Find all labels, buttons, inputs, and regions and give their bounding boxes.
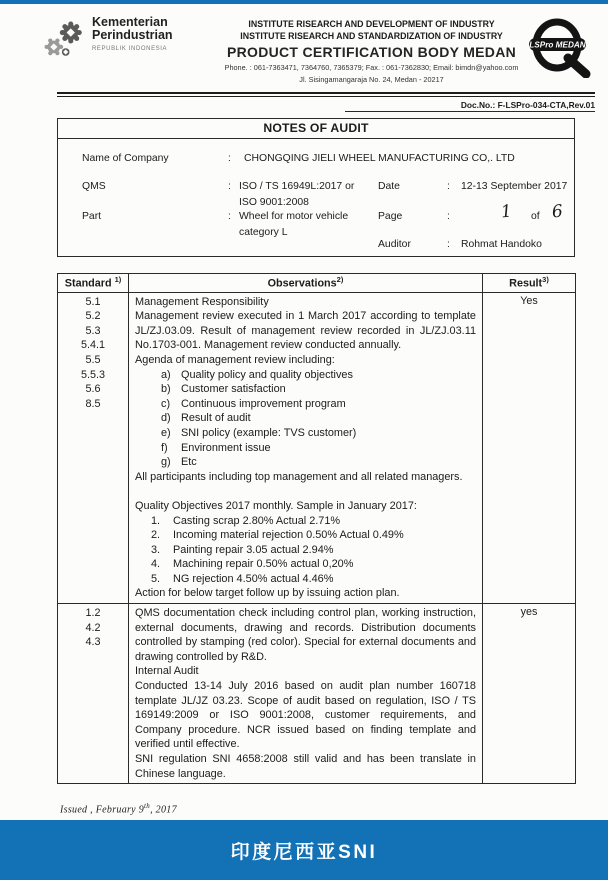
table-row (58, 604, 576, 784)
result-column-header: Result$^{3)}$ (483, 274, 576, 293)
ministry-subtitle: REPUBLIK INDONESIA (92, 46, 168, 52)
svg-text:LSPro MEDAN: LSPro MEDAN (529, 40, 586, 50)
notes-title: NOTES OF AUDIT (58, 119, 574, 139)
standard-column-header: Standard $^{1)}$ (58, 274, 129, 293)
company-label: Name of Company (82, 153, 169, 164)
action-line: Action for below target follow up by issuing action plan. (135, 587, 400, 600)
observation-heading: Management Responsibility (135, 295, 269, 308)
lspro-medan-logo (526, 18, 594, 83)
participants-line: All participants including top management and all related managers. (135, 470, 463, 483)
ministry-logo-block (42, 16, 217, 64)
observations-column-header: Observations$^{2)}$ (129, 274, 483, 293)
page-current-handwritten: 1 (499, 201, 513, 223)
qms-value-line2: ISO 9001:2008 (239, 197, 309, 208)
letterhead (0, 0, 608, 84)
part-value-line2: category L (239, 227, 288, 238)
org-address-line: Jl. Sisingamangaraja No. 24, Medan - 20217 (299, 75, 444, 84)
agenda-list: a) Quality policy and quality objectives b) Customer satisfaction c) Continuous improvement program d) Result of audit e) SNI policy (example: TVS customer) f) Environment issue g) Etc (161, 368, 357, 469)
date-value: 12-13 September 2017 (461, 181, 568, 192)
observation-paragraph: Conducted 13-14 July 2016 based on audit plan number 160718 template JL/JZ 03.23. Scope of audit based on regulation, ISO / TS 169149:2009 or ISO 9001:2008, customer requirements, and Company procedure. NCR issued based on finding template and verified until effective. (135, 680, 476, 751)
page-total-handwritten: 6 (550, 201, 564, 223)
company-value: CHONGQING JIELI WHEEL MANUFACTURING CO,. LTD (244, 153, 515, 164)
standards-cell-row2: 1.2 4.2 4.3 (58, 604, 129, 784)
result-cell-row1: Yes (483, 292, 576, 603)
agenda-intro: Agenda of management review including: (135, 353, 335, 366)
blank-line (135, 484, 476, 499)
auditor-value: Rohmat Handoko (461, 239, 542, 250)
observations-cell-row1 (129, 292, 483, 603)
page-label: Page (378, 211, 403, 222)
table-row (58, 292, 576, 603)
part-colon: : (228, 211, 231, 222)
qms-label: QMS (82, 181, 106, 192)
qms-value-line1: ISO / TS 16949L:2017 or (239, 181, 355, 192)
ministry-name-line1: Kementerian (92, 15, 168, 29)
q-logo-icon (526, 18, 592, 78)
auditor-label: Auditor (378, 239, 411, 250)
organization-header (217, 16, 526, 84)
observations-cell-row2 (129, 604, 483, 784)
org-contact-line: Phone. : 061-7363471, 7364760, 7365379; Fax. : 061-7362830; Email: bimdn@yahoo.com (224, 63, 519, 72)
objectives-intro: Quality Objectives 2017 monthly. Sample in January 2017: (135, 499, 417, 512)
page-colon: : (447, 211, 450, 222)
header-divider (57, 92, 595, 97)
audit-table (57, 273, 576, 784)
issued-date-line: Issued , February 9th, 2017 (60, 802, 177, 816)
objectives-list: 1. Casting scrap 2.80% Actual 2.71% 2. Incoming material rejection 0.50% Actual 0.49% 3. Painting repair 3.05 actual 2.94% 4. Machining repair 0.50% actual 0,20% 5. NG rejection 4.50% actual 4.46% (151, 514, 404, 585)
org-line1: INSTITUTE RISEARCH AND DEVELOPMENT OF INDUSTRY (248, 19, 495, 29)
page-of: of (531, 211, 540, 222)
auditor-colon: : (447, 239, 450, 250)
date-label: Date (378, 181, 400, 192)
org-line2: INSTITUTE RISEARCH AND STANDARDIZATION OF INDUSTRY (240, 31, 503, 41)
doc-number: Doc.No.: F-LSPro-034-CTA,Rev.01 (345, 100, 595, 112)
result-cell-row2: yes (483, 604, 576, 784)
observation-paragraph: SNI regulation SNI 4658:2008 still valid and has been translate in Chinese language. (135, 753, 476, 780)
banner-text: 印度尼西亚SNI (230, 841, 378, 863)
top-blue-strip (0, 0, 608, 4)
notes-of-audit-box (57, 118, 575, 257)
audit-table-header-row (58, 274, 576, 293)
part-value-line1: Wheel for motor vehicle (239, 211, 349, 222)
part-label: Part (82, 211, 102, 222)
observation-paragraph: Management review executed in 1 March 2017 according to template JL/ZJ.03.09. Result of management review recorded in JL/ZJ.03.11 No.1703-001. Management review conducted annually. (135, 310, 476, 352)
qms-colon: : (228, 181, 231, 192)
company-colon: : (228, 153, 231, 164)
date-colon: : (447, 181, 450, 192)
standards-cell-row1: 5.1 5.2 5.3 5.4.1 5.5 5.5.3 5.6 8.5 (58, 292, 129, 603)
internal-audit-heading: Internal Audit (135, 665, 199, 678)
observation-paragraph: QMS documentation check including control plan, working instruction, external documents, drawing and records. Distribution documents controlled by stamping (red color). Special for external documents and drawing controlled by R&D. (135, 607, 476, 663)
ministry-name-line2: Perindustrian (92, 28, 173, 42)
bottom-banner (0, 820, 608, 880)
org-line3: PRODUCT CERTIFICATION BODY MEDAN (226, 44, 517, 60)
gears-icon (42, 18, 86, 64)
